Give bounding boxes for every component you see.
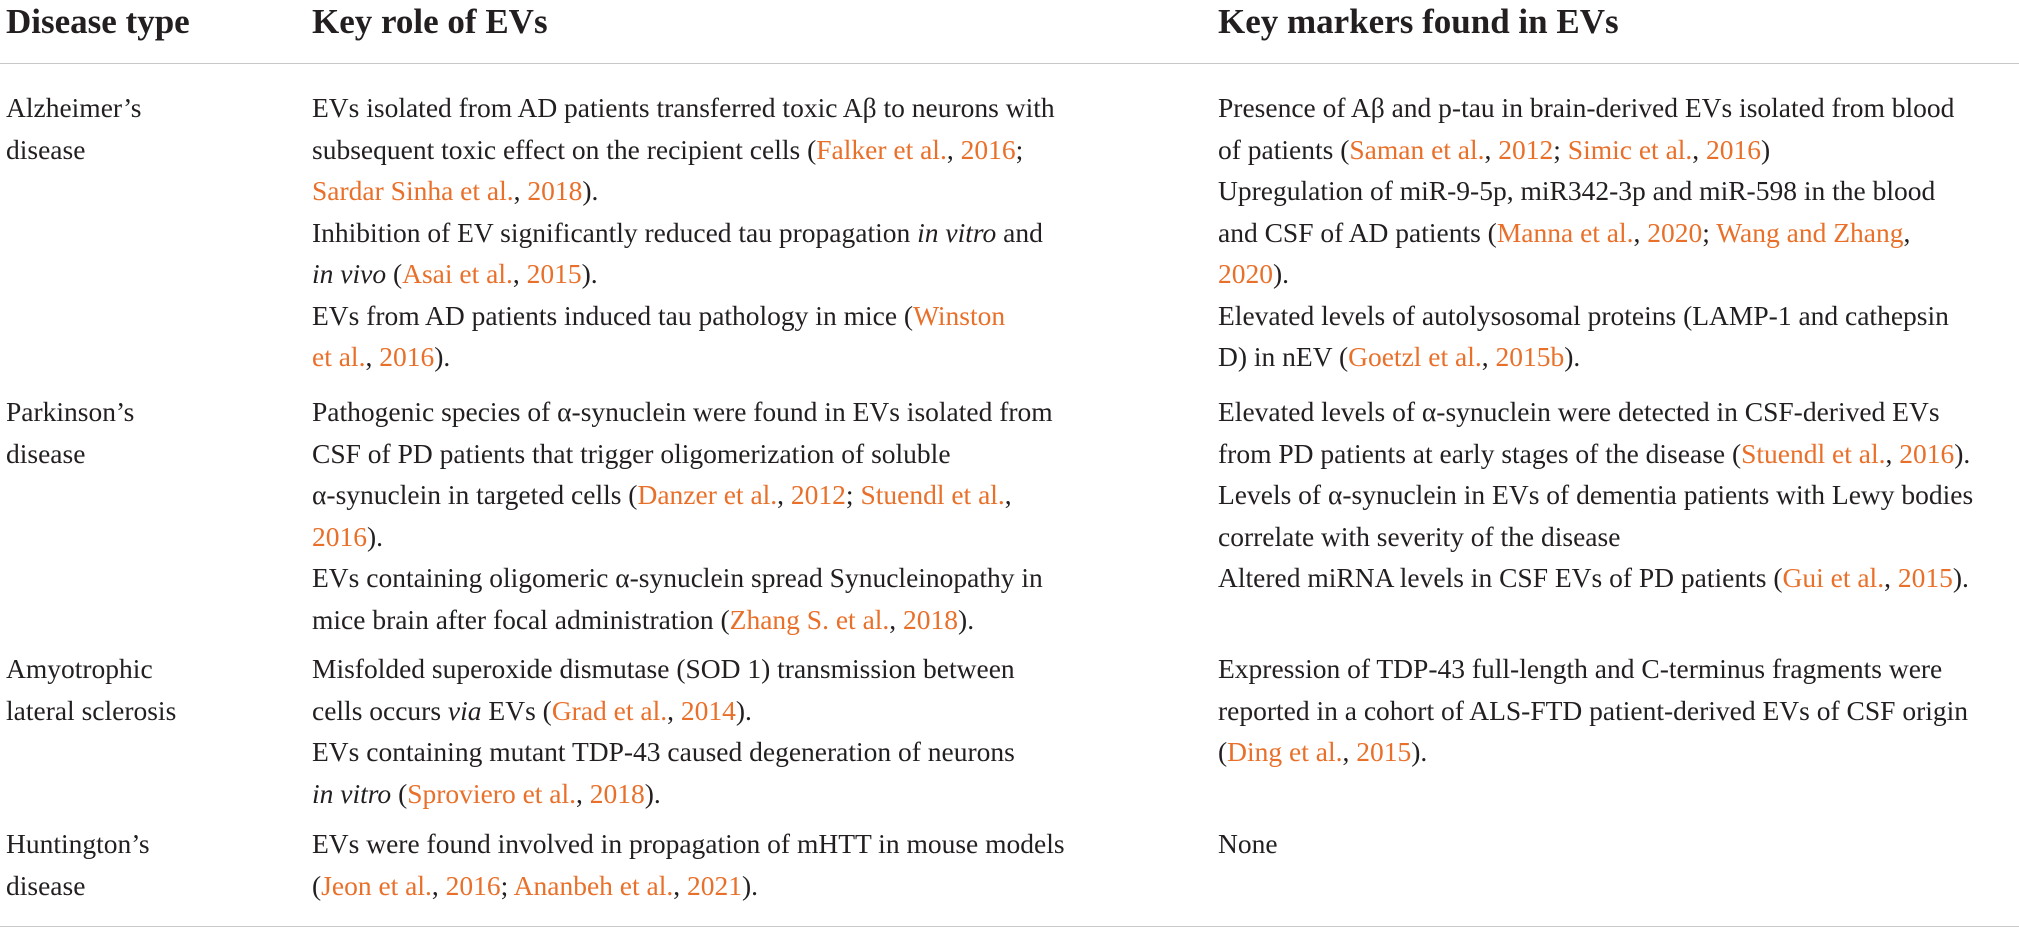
cell-text-line: [1218, 129, 2013, 171]
text-segment: ,: [512, 258, 527, 289]
cell-text-line: [1218, 557, 2013, 599]
citation-link[interactable]: Stuendl et al.: [1741, 437, 1886, 469]
citation-link[interactable]: Ding et al.: [1227, 736, 1343, 767]
text-segment: (: [312, 869, 322, 901]
italic-text: in vitro: [312, 777, 392, 809]
text-segment: EVs isolated from AD patients transferred toxic Aβ to neurons with: [312, 92, 1055, 123]
citation-link[interactable]: 2020: [1647, 216, 1703, 248]
row-1-disease: [6, 87, 266, 170]
citation-link[interactable]: 2016: [1706, 133, 1762, 165]
text-segment: ).: [1564, 341, 1581, 372]
citation-link[interactable]: Saman et al.: [1349, 133, 1485, 165]
text-segment: Upregulation of miR-9-5p, miR342-3p and miR-598 in the blood: [1218, 175, 1936, 206]
text-segment: ).: [1952, 562, 1969, 593]
citation-link[interactable]: Gui et al.: [1782, 562, 1885, 593]
cell-text-line: [312, 773, 1212, 815]
disease-name-line: disease: [6, 133, 86, 165]
text-segment: ,: [889, 603, 904, 635]
table-header: [0, 0, 2019, 64]
header-rule: [0, 63, 2019, 64]
citation-link[interactable]: Falker et al.: [816, 133, 947, 165]
cell-text-line: [1218, 474, 2013, 516]
cell-text-line: [1218, 87, 2013, 129]
text-segment: ,: [667, 694, 681, 726]
cell-text-line: [312, 212, 1212, 254]
cell-text-line: [312, 599, 1212, 641]
row-1-role: [312, 87, 1212, 378]
italic-text: in vitro: [917, 216, 997, 248]
text-segment: ,: [1885, 437, 1900, 469]
text-segment: D) in nEV (: [1218, 341, 1349, 372]
text-segment: ,: [365, 341, 380, 372]
text-segment: (: [391, 777, 408, 809]
text-segment: ,: [1004, 479, 1012, 510]
cell-text-line: [1218, 336, 2013, 378]
citation-link[interactable]: 2016: [445, 869, 501, 901]
text-segment: ,: [946, 133, 961, 165]
citation-link[interactable]: 2015: [526, 258, 582, 289]
text-segment: EVs from AD patients induced tau pathology in mice (: [312, 299, 914, 331]
text-segment: ).: [742, 869, 759, 901]
cell-text-line: [312, 391, 1212, 433]
text-segment: (: [1218, 736, 1228, 767]
text-segment: Elevated levels of α-synuclein were detected in CSF-derived EVs: [1218, 396, 1940, 427]
citation-link[interactable]: 2018: [903, 603, 959, 635]
cell-text-line: [1218, 295, 2013, 337]
cell-text-line: [1218, 433, 2013, 475]
text-segment: EVs (: [481, 694, 552, 726]
citation-link[interactable]: 2016: [379, 341, 435, 372]
cell-text-line: [312, 87, 1212, 129]
text-segment: ,: [1342, 736, 1357, 767]
italic-text: in vivo: [312, 258, 387, 289]
row-2-markers: [1218, 391, 2013, 599]
citation-link[interactable]: Winston: [913, 299, 1006, 331]
cell-text-line: [312, 474, 1212, 516]
citation-link[interactable]: Sproviero et al.: [407, 777, 577, 809]
cell-text-line: [312, 129, 1212, 171]
text-segment: and CSF of AD patients (: [1218, 216, 1497, 248]
text-segment: Inhibition of EV significantly reduced tau propagation: [312, 216, 918, 248]
text-segment: ).: [735, 694, 752, 726]
citation-link[interactable]: 2012: [1498, 133, 1554, 165]
citation-link[interactable]: Zhang S. et al.: [729, 603, 890, 635]
text-segment: ).: [644, 777, 661, 809]
row-1-markers: [1218, 87, 2013, 378]
text-segment: ;: [1702, 216, 1717, 248]
text-segment: Presence of Aβ and p-tau in brain-derived EVs isolated from blood: [1218, 92, 1955, 123]
text-segment: ,: [777, 479, 791, 510]
text-segment: of patients (: [1218, 133, 1350, 165]
cell-text-line: [312, 557, 1212, 599]
text-segment: Elevated levels of autolysosomal proteins (LAMP-1 and cathepsin: [1218, 299, 1949, 331]
row-4-role: [312, 823, 1212, 906]
text-segment: ,: [431, 869, 446, 901]
citation-link[interactable]: Ananbeh et al.: [513, 869, 674, 901]
text-segment: Misfolded superoxide dismutase (SOD 1) transmission between: [312, 653, 1015, 684]
citation-link[interactable]: 2021: [687, 869, 742, 901]
cell-text-line: [1218, 690, 2013, 732]
text-segment: correlate with severity of the disease: [1218, 520, 1621, 552]
disease-name-line: Huntington’s: [6, 828, 150, 859]
citation-link[interactable]: 2015: [1356, 736, 1412, 767]
citation-link[interactable]: Wang and Zhang: [1716, 216, 1904, 248]
citation-link[interactable]: 2014: [680, 694, 736, 726]
text-segment: ).: [958, 603, 975, 635]
disease-name-line: Amyotrophic: [6, 653, 153, 684]
row-3-markers: [1218, 648, 2013, 773]
citation-link[interactable]: Manna et al.: [1496, 216, 1634, 248]
text-segment: Levels of α-synuclein in EVs of dementia patients with Lewy bodies: [1218, 479, 1974, 510]
text-segment: ).: [1273, 258, 1290, 289]
cell-text-line: [312, 648, 1212, 690]
row-3-role: [312, 648, 1212, 814]
cell-text-line: [1218, 253, 2013, 295]
citation-link[interactable]: 2016: [960, 133, 1016, 165]
text-segment: ;: [500, 869, 514, 901]
cell-text-line: [1218, 391, 2013, 433]
text-segment: ): [1761, 133, 1771, 165]
citation-link[interactable]: 2015b: [1495, 341, 1565, 372]
text-segment: ,: [1884, 562, 1898, 593]
text-segment: ;: [1015, 133, 1024, 165]
citation-link[interactable]: et al.: [312, 341, 366, 372]
table-bottom-rule: [0, 926, 2019, 927]
citation-link[interactable]: Simic et al.: [1567, 133, 1693, 165]
cell-text-line: [312, 516, 1212, 558]
cell-text-line: [1218, 731, 2013, 773]
italic-text: via: [447, 694, 482, 726]
text-segment: ,: [1633, 216, 1648, 248]
citation-link[interactable]: Stuendl et al.: [860, 479, 1005, 510]
text-segment: cells occurs: [312, 694, 448, 726]
disease-name-line: Parkinson’s: [6, 396, 135, 427]
text-segment: Expression of TDP-43 full-length and C-terminus fragments were: [1218, 653, 1943, 684]
row-4-markers: [1218, 823, 2013, 865]
row-2-role: [312, 391, 1212, 640]
text-segment: ,: [1481, 341, 1496, 372]
text-segment: ).: [434, 341, 451, 372]
header-key-role: Key role of EVs: [312, 2, 548, 41]
citation-link[interactable]: 2015: [1897, 562, 1953, 593]
text-segment: ).: [1954, 437, 1971, 469]
cell-text-line: [312, 731, 1212, 773]
text-segment: EVs containing oligomeric α-synuclein spread Synucleinopathy in: [312, 562, 1043, 593]
text-segment: ,: [576, 777, 590, 809]
citation-link[interactable]: 2016: [1899, 437, 1955, 469]
citation-link[interactable]: Jeon et al.: [321, 869, 432, 901]
citation-link[interactable]: 2018: [527, 175, 583, 206]
disease-name-line: Alzheimer’s: [6, 92, 142, 123]
text-segment: ).: [367, 520, 384, 552]
text-segment: ,: [1903, 216, 1911, 248]
disease-name-line: disease: [6, 437, 86, 469]
text-segment: EVs containing mutant TDP-43 caused degeneration of neurons: [312, 736, 1015, 767]
cell-text-line: [1218, 212, 2013, 254]
text-segment: ).: [582, 175, 599, 206]
text-segment: ).: [581, 258, 598, 289]
row-4-disease: [6, 823, 266, 906]
text-segment: and: [996, 216, 1043, 248]
text-segment: Pathogenic species of α-synuclein were found in EVs isolated from: [312, 396, 1053, 427]
text-segment: ,: [1484, 133, 1499, 165]
text-segment: ;: [845, 479, 861, 510]
text-segment: ,: [673, 869, 687, 901]
text-segment: ,: [513, 175, 528, 206]
disease-name-line: lateral sclerosis: [6, 694, 177, 726]
cell-text-line: [1218, 516, 2013, 558]
citation-link[interactable]: 2020: [1218, 258, 1273, 289]
cell-text-line: [1218, 823, 2013, 865]
cell-text-line: [312, 823, 1212, 865]
disease-name-line: disease: [6, 869, 86, 901]
citation-link[interactable]: Sardar Sinha et al.: [312, 175, 514, 206]
text-segment: from PD patients at early stages of the disease (: [1218, 437, 1742, 469]
cell-text-line: [312, 433, 1212, 475]
cell-text-line: [1218, 648, 2013, 690]
row-2-disease: [6, 391, 266, 474]
text-segment: subsequent toxic effect on the recipient cells (: [312, 133, 817, 165]
text-segment: EVs were found involved in propagation of mHTT in mouse models: [312, 828, 1065, 859]
text-segment: reported in a cohort of ALS-FTD patient-derived EVs of CSF origin: [1218, 694, 1969, 726]
text-segment: ).: [1411, 736, 1428, 767]
text-segment: (: [386, 258, 403, 289]
cell-text-line: [312, 295, 1212, 337]
citation-link[interactable]: Grad et al.: [551, 694, 668, 726]
citation-link[interactable]: Asai et al.: [402, 258, 513, 289]
text-segment: α-synuclein in targeted cells (: [312, 479, 638, 510]
text-segment: mice brain after focal administration (: [312, 603, 730, 635]
cell-text-line: [312, 690, 1212, 732]
cell-text-line: [312, 336, 1212, 378]
cell-text-line: [312, 253, 1212, 295]
header-key-markers: Key markers found in EVs: [1218, 2, 1619, 41]
citation-link[interactable]: Danzer et al.: [637, 479, 778, 510]
row-3-disease: [6, 648, 266, 731]
citation-link[interactable]: 2012: [790, 479, 846, 510]
cell-text-line: [1218, 170, 2013, 212]
cell-text-line: [312, 170, 1212, 212]
text-segment: ,: [1692, 133, 1707, 165]
text-segment: ;: [1553, 133, 1568, 165]
cell-text-line: [312, 865, 1212, 907]
text-segment: None: [1218, 828, 1278, 859]
citation-link[interactable]: 2016: [312, 520, 367, 552]
text-segment: Altered miRNA levels in CSF EVs of PD patients (: [1218, 562, 1783, 593]
text-segment: CSF of PD patients that trigger oligomerization of soluble: [312, 437, 951, 469]
citation-link[interactable]: Goetzl et al.: [1348, 341, 1482, 372]
header-disease-type: Disease type: [6, 2, 190, 41]
citation-link[interactable]: 2018: [589, 777, 645, 809]
